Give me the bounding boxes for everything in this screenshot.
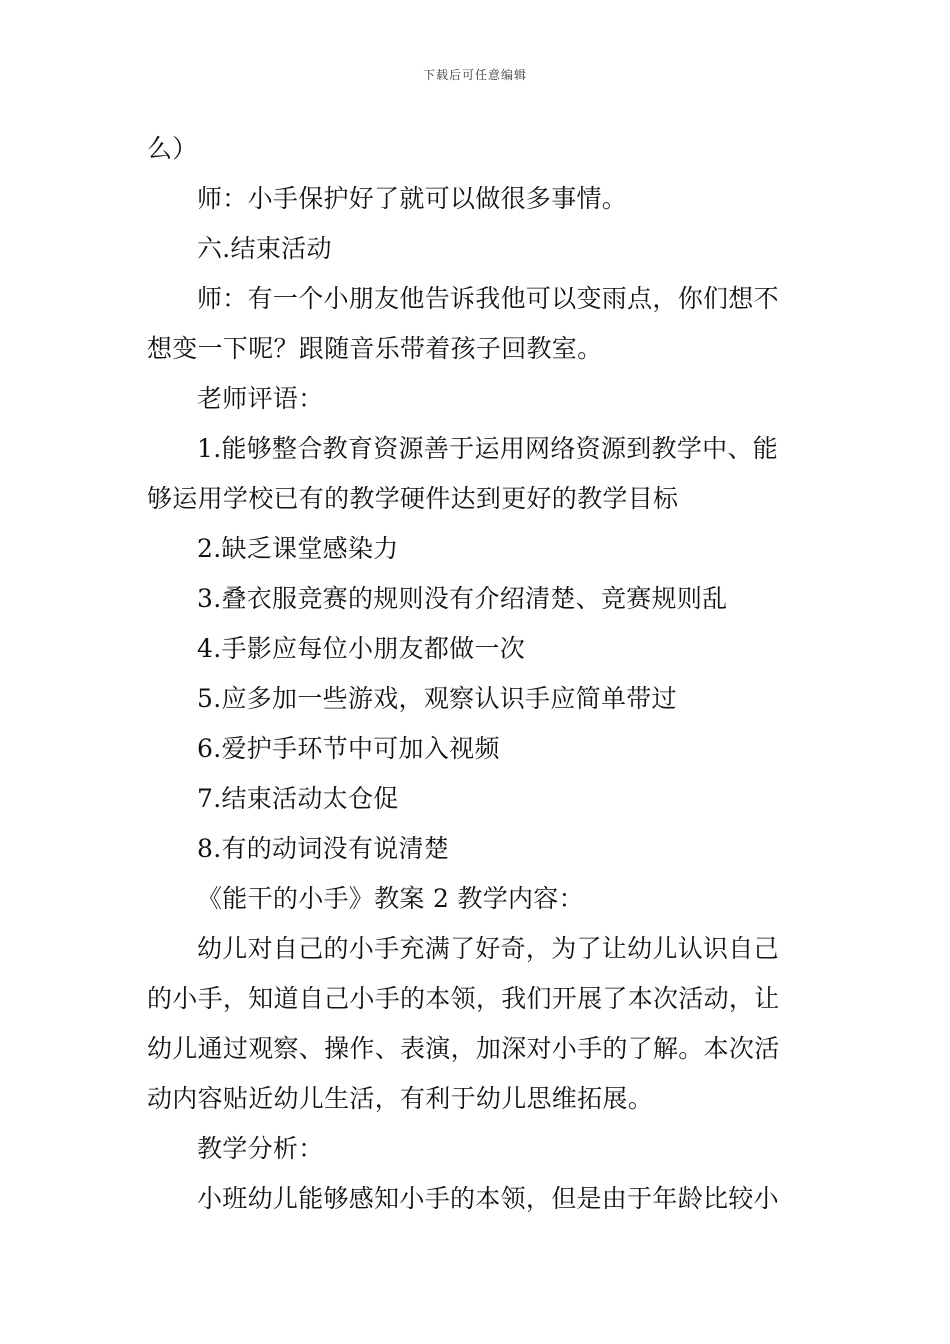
text-line: 的小手，知道自己小手的本领，我们开展了本次活动，让 bbox=[147, 984, 780, 1013]
list-item: 2.缺乏课堂感染力 bbox=[197, 534, 399, 563]
list-item: 4.手影应每位小朋友都做一次 bbox=[197, 634, 526, 663]
section-heading: 六.结束活动 bbox=[197, 234, 332, 263]
section-heading: 《能干的小手》教案 2 教学内容： bbox=[197, 884, 584, 913]
section-heading: 老师评语： bbox=[197, 384, 324, 413]
list-item: 8.有的动词没有说清楚 bbox=[197, 834, 450, 863]
text-line: 动内容贴近幼儿生活，有利于幼儿思维拓展。 bbox=[147, 1084, 654, 1113]
document-body bbox=[147, 124, 807, 1224]
list-item: 7.结束活动太仓促 bbox=[197, 784, 399, 813]
list-item: 3.叠衣服竞赛的规则没有介绍清楚、竞赛规则乱 bbox=[197, 584, 728, 613]
list-item-continuation: 够运用学校已有的教学硬件达到更好的教学目标 bbox=[147, 484, 679, 513]
text-line: 幼儿对自己的小手充满了好奇，为了让幼儿认识自己 bbox=[197, 934, 779, 963]
text-line: 小班幼儿能够感知小手的本领，但是由于年龄比较小 bbox=[197, 1184, 779, 1213]
text-line: 师：小手保护好了就可以做很多事情。 bbox=[197, 184, 628, 213]
text-line: 师：有一个小朋友他告诉我他可以变雨点，你们想不 bbox=[197, 284, 779, 313]
list-item: 1.能够整合教育资源善于运用网络资源到教学中、能 bbox=[197, 434, 779, 463]
list-item: 5.应多加一些游戏，观察认识手应简单带过 bbox=[197, 684, 677, 713]
text-line: 么） bbox=[147, 134, 198, 163]
list-item: 6.爱护手环节中可加入视频 bbox=[197, 734, 500, 763]
text-line: 幼儿通过观察、操作、表演，加深对小手的了解。本次活 bbox=[147, 1034, 780, 1063]
section-heading: 教学分析： bbox=[197, 1134, 324, 1163]
text-line: 想变一下呢？跟随音乐带着孩子回教室。 bbox=[147, 334, 603, 363]
page-header: 下载后可任意编辑 bbox=[422, 68, 527, 82]
